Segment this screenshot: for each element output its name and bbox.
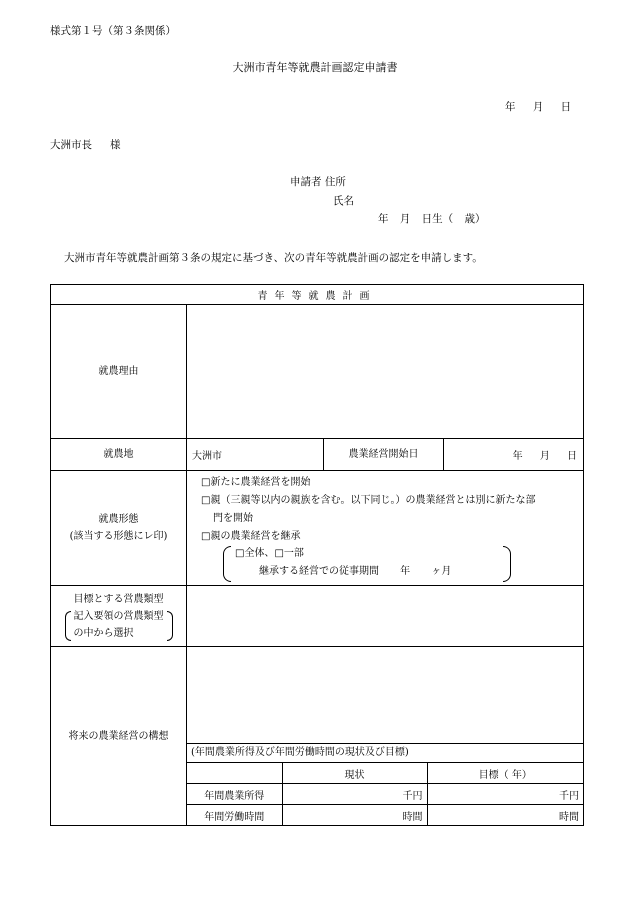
farming-form-options (187, 471, 584, 586)
income-current-field[interactable]: 千円 (282, 784, 427, 805)
inherit-scope[interactable]: □全体、□一部 (235, 548, 304, 559)
col-current: 現状 (282, 763, 427, 784)
farming-form-note: (該当する形態にレ印) (69, 531, 168, 542)
start-date-label: 農業経営開始日 (324, 439, 444, 471)
col-target[interactable]: 目標（ 年） (427, 763, 583, 784)
document-title: 大洲市青年等就農計画認定申請書 (232, 61, 398, 74)
plan-header: 青年等就農計画 (51, 285, 584, 305)
inherit-details (223, 546, 511, 582)
addressee-name: 大洲市長 (50, 139, 92, 151)
applicant-birthdate[interactable]: 年 月 日生（ 歳） (378, 213, 486, 225)
reason-field[interactable] (187, 305, 584, 439)
note-right-bracket (167, 611, 173, 641)
target-type-label (51, 586, 187, 647)
future-plan-cell (187, 647, 584, 826)
income-target-field[interactable]: 千円 (427, 784, 583, 805)
future-plan-caption: (年間農業所得及び年間労働時間の現状及び目標) (187, 744, 583, 763)
plan-table (50, 284, 584, 826)
farming-form-label (51, 471, 187, 586)
option-new-division[interactable]: □親（三親等以内の親族を含む。以下同じ。）の農業経営とは別に新たな部 (201, 495, 536, 506)
future-plan-label: 将来の農業経営の構想 (51, 647, 187, 826)
applicant-name-label: 氏名 (333, 195, 354, 207)
option-new-division-cont: 門を開始 (213, 513, 253, 524)
left-bracket (223, 546, 231, 582)
intro-text: 大洲市青年等就農計画第３条の規定に基づき、次の青年等就農計画の認定を申請します。 (64, 252, 483, 264)
target-type-note (65, 608, 173, 642)
hours-current-field[interactable]: 時間 (282, 805, 427, 826)
location-label: 就農地 (51, 439, 187, 471)
hours-target-field[interactable]: 時間 (559, 811, 579, 823)
row-income-label: 年間農業所得 (187, 784, 282, 805)
farming-form-title: 就農形態 (98, 514, 139, 525)
addressee (50, 138, 121, 152)
income-hours-table (187, 763, 583, 825)
note-left-bracket (65, 611, 71, 641)
application-date[interactable]: 年 月 日 (505, 101, 572, 113)
location-field[interactable]: 大洲市 (187, 439, 324, 471)
target-type-field[interactable] (187, 586, 584, 647)
future-plan-field[interactable] (187, 647, 583, 744)
right-bracket (503, 546, 511, 582)
option-new-farming[interactable]: □新たに農業経営を開始 (201, 477, 311, 488)
option-inherit[interactable]: □親の農業経営を継承 (201, 531, 301, 542)
target-type-title: 目標とする営農類型 (73, 593, 164, 605)
applicant-address-label: 申請者 住所 (290, 176, 346, 188)
start-date-field[interactable]: 年 月 日 (444, 439, 584, 471)
addressee-honorific: 様 (110, 139, 121, 151)
reason-label: 就農理由 (51, 305, 187, 439)
form-number: 様式第１号（第３条関係） (50, 25, 176, 37)
inherit-period[interactable]: 継承する経営での従事期間 年 ヶ月 (259, 566, 452, 577)
row-hours-label: 年間労働時間 (187, 805, 282, 826)
target-type-note-1: 記入要領の営農類型 (73, 610, 164, 622)
target-type-note-2: の中から選択 (73, 627, 134, 639)
blank-header (187, 763, 282, 784)
